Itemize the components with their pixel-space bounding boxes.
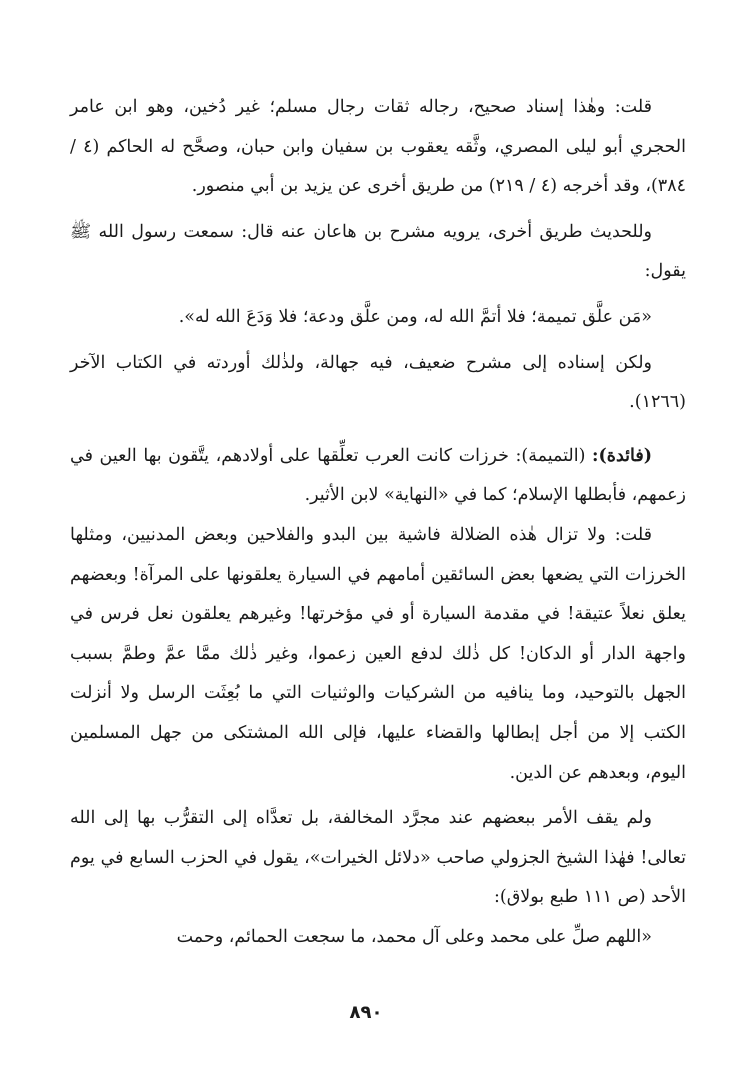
paragraph-5: قلت: ولا تزال هٰذه الضلالة فاشية بين البدو والفلاحين وبعض المدنيين، ومثلها الخرزات التي يضعها بعض السائقين أمامهم في السيارة يعلقونها على المرآة! وبعضهم يعلق نعلاً عتيقة! في مقدمة السيارة أو في مؤخرتها! وغيرهم يعلقون نعل فرس في واجهة الدار أو الدكان! كل ذٰلك لدفع العين زعموا، وغير ذٰلك ممَّا عمَّ وطمَّ بسبب الجهل بالتوحيد، وما ينافيه من الشركيات والوثنيات التي ما بُعِثَت الرسل ولا أنزلت الكتب إلا من أجل إبطالها والقضاء عليها، فإلى الله المشتكى من جهل المسلمين اليوم، وبعدهم عن الدين. (70, 524, 686, 783)
page-body (70, 88, 686, 957)
benefit-text: (التميمة): خرزات كانت العرب تعلِّقها على أولادهم، يتَّقون بها العين في زعمهم، فأبطلها الإسلام؛ كما في «النهاية» لابن الأثير. (70, 445, 686, 506)
paragraph-3: ولكن إسناده إلى مشرح ضعيف، فيه جهالة، ولذٰلك أوردته في الكتاب الآخر (١٢٦٦). (70, 352, 686, 413)
hadith-quote: «مَن علَّق تميمة؛ فلا أتمَّ الله له، ومن علَّق ودعة؛ فلا وَدَعَ الله له». (178, 306, 652, 327)
page-number: ٨٩٠ (349, 1002, 383, 1023)
paragraph-6: ولم يقف الأمر ببعضهم عند مجرَّد المخالفة، بل تعدَّاه إلى التقرُّب بها إلى الله تعالى! فهٰذا الشيخ الجزولي صاحب «دلائل الخيرات»، يقول في الحزب السابع في يوم الأحد (ص ١١١ طبع بولاق): (70, 808, 686, 908)
benefit-label: (فائدة): (592, 445, 652, 466)
paragraph-1: قلت: وهٰذا إسناد صحيح، رجاله ثقات رجال مسلم؛ غير دُخين، وهو ابن عامر الحجري أبو ليلى المصري، وثَّقه يعقوب بن سفيان وابن حبان، وصحَّح له الحاكم (٤ / ٣٨٤)، وقد أخرجه (٤ / ٢١٩) من طريق أخرى عن يزيد بن أبي منصور. (70, 97, 686, 197)
paragraph-2: وللحديث طريق أخرى، يرويه مشرح بن هاعان عنه قال: سمعت رسول الله ﷺ يقول: (70, 221, 686, 282)
benefit-paragraph (70, 437, 686, 516)
paragraph-7: «اللهم صلِّ على محمد وعلى آل محمد، ما سجعت الحمائم، وحمت (176, 926, 652, 947)
